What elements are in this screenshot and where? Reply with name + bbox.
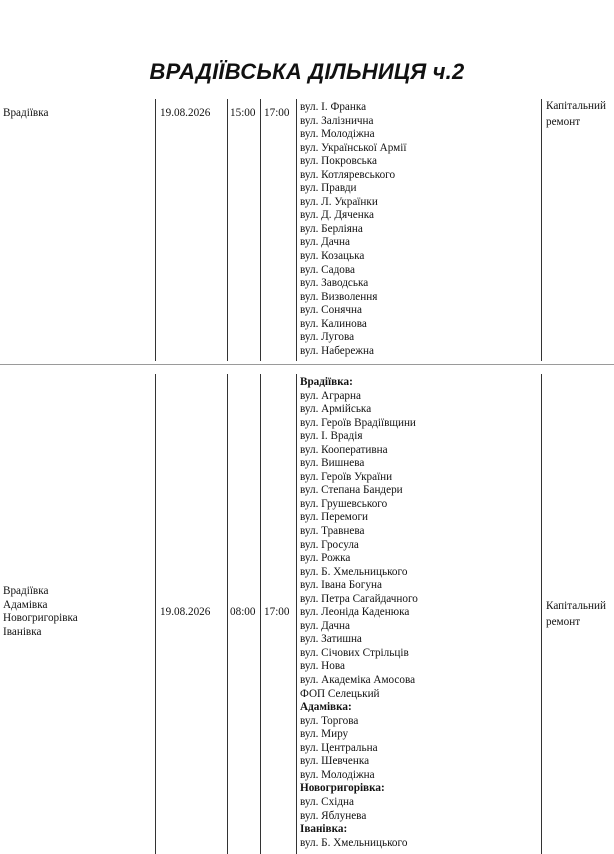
column-divider	[541, 99, 542, 361]
street-item: вул. Героїв Врадіївщини	[300, 416, 416, 429]
column-divider	[155, 99, 156, 361]
street-item: вул. Котляревського	[300, 168, 396, 181]
street-item: вул. Яблунева	[300, 809, 367, 822]
column-divider	[296, 99, 297, 361]
column-divider	[155, 374, 156, 854]
street-item: вул. Дачна	[300, 236, 350, 249]
row-divider	[0, 364, 614, 365]
column-divider	[227, 99, 228, 361]
street-item: вул. Кооперативна	[300, 443, 388, 456]
street-item: вул. Шевченка	[300, 755, 370, 768]
settlement-name: Іванівка	[3, 625, 42, 638]
date-cell: 19.08.2026	[160, 606, 211, 618]
street-item: вул. Леоніда Каденюка	[300, 606, 410, 619]
start-time-cell: 08:00	[230, 606, 256, 618]
streets-list	[300, 376, 418, 850]
settlement-group-heading: Врадіївка:	[300, 376, 353, 388]
street-item: вул. Миру	[300, 728, 349, 741]
column-divider	[260, 99, 261, 361]
street-item: вул. Нова	[300, 660, 345, 673]
street-item: вул. Торгова	[300, 714, 359, 727]
street-item: вул. Центральна	[300, 741, 378, 754]
column-divider	[227, 374, 228, 854]
street-item: вул. Української Армії	[300, 141, 407, 154]
street-item: вул. Заводська	[300, 277, 369, 290]
street-item: вул. Героїв України	[300, 470, 393, 483]
settlements-cell	[3, 107, 48, 121]
settlement-name: Врадіївка	[3, 585, 49, 597]
street-item: вул. Вишнева	[300, 457, 365, 470]
street-item: вул. І. Врадія	[300, 430, 363, 443]
settlement-name: Врадіївка	[3, 107, 49, 119]
end-time-cell: 17:00	[264, 606, 290, 618]
settlement-group-heading: Адамівка:	[300, 701, 352, 714]
street-item: вул. Армійська	[300, 403, 372, 416]
settlement-group-heading: Новогригорівка:	[300, 782, 385, 795]
end-time-cell: 17:00	[264, 107, 290, 119]
street-item: вул. Визволення	[300, 290, 378, 303]
column-divider	[296, 374, 297, 854]
street-item: вул. Академіка Амосова	[300, 674, 416, 687]
street-item: вул. Травнева	[300, 525, 365, 538]
street-item: вул. Степана Бандери	[300, 484, 403, 497]
street-item: вул. І. Франка	[300, 101, 367, 113]
street-item: вул. Б. Хмельницького	[300, 836, 408, 849]
street-item: вул. Л. Українки	[300, 195, 378, 208]
street-item: вул. Набережна	[300, 344, 374, 357]
street-item: вул. Козацька	[300, 250, 365, 263]
street-item: вул. Перемоги	[300, 511, 369, 524]
settlement-name: Адамівка	[3, 598, 48, 611]
street-item: вул. Молодіжна	[300, 768, 375, 781]
streets-list	[300, 101, 406, 358]
street-item: вул. Затишна	[300, 633, 362, 646]
street-item: вул. Правди	[300, 182, 357, 195]
street-item: вул. Дачна	[300, 619, 350, 632]
street-item: вул. Берліяна	[300, 222, 363, 235]
street-item: вул. Залізнична	[300, 114, 374, 127]
settlement-name: Новогригорівка	[3, 612, 78, 625]
work-type-cell: Капітальний ремонт	[546, 100, 606, 128]
street-item: вул. Б. Хмельницького	[300, 565, 408, 578]
settlements-cell	[3, 585, 78, 639]
street-item: вул. Лугова	[300, 331, 355, 344]
work-type-cell: Капітальний ремонт	[546, 600, 606, 628]
street-item: вул. Грушевського	[300, 497, 388, 510]
street-item: вул. Рожка	[300, 552, 351, 565]
page-title: ВРАДІЇВСЬКА ДІЛЬНИЦЯ ч.2	[149, 59, 465, 84]
settlement-group-heading: Іванівка:	[300, 823, 348, 836]
column-divider	[260, 374, 261, 854]
street-item: вул. Петра Сагайдачного	[300, 592, 418, 605]
street-item: вул. Гросула	[300, 538, 359, 551]
street-item: вул. Аграрна	[300, 389, 361, 402]
start-time-cell: 15:00	[230, 107, 256, 119]
street-item: вул. Д. Дяченка	[300, 209, 374, 222]
street-item: вул. Івана Богуна	[300, 579, 382, 592]
street-item: вул. Калинова	[300, 317, 367, 330]
date-cell: 19.08.2026	[160, 107, 211, 119]
street-item: вул. Садова	[300, 263, 355, 276]
street-item: вул. Покровська	[300, 155, 377, 168]
street-item: вул. Молодіжна	[300, 128, 375, 141]
street-item: вул. Східна	[300, 795, 354, 808]
column-divider	[541, 374, 542, 854]
street-item: вул. Січових Стрільців	[300, 646, 409, 659]
street-item: вул. Сонячна	[300, 304, 362, 317]
street-item: ФОП Селецький	[300, 687, 380, 700]
